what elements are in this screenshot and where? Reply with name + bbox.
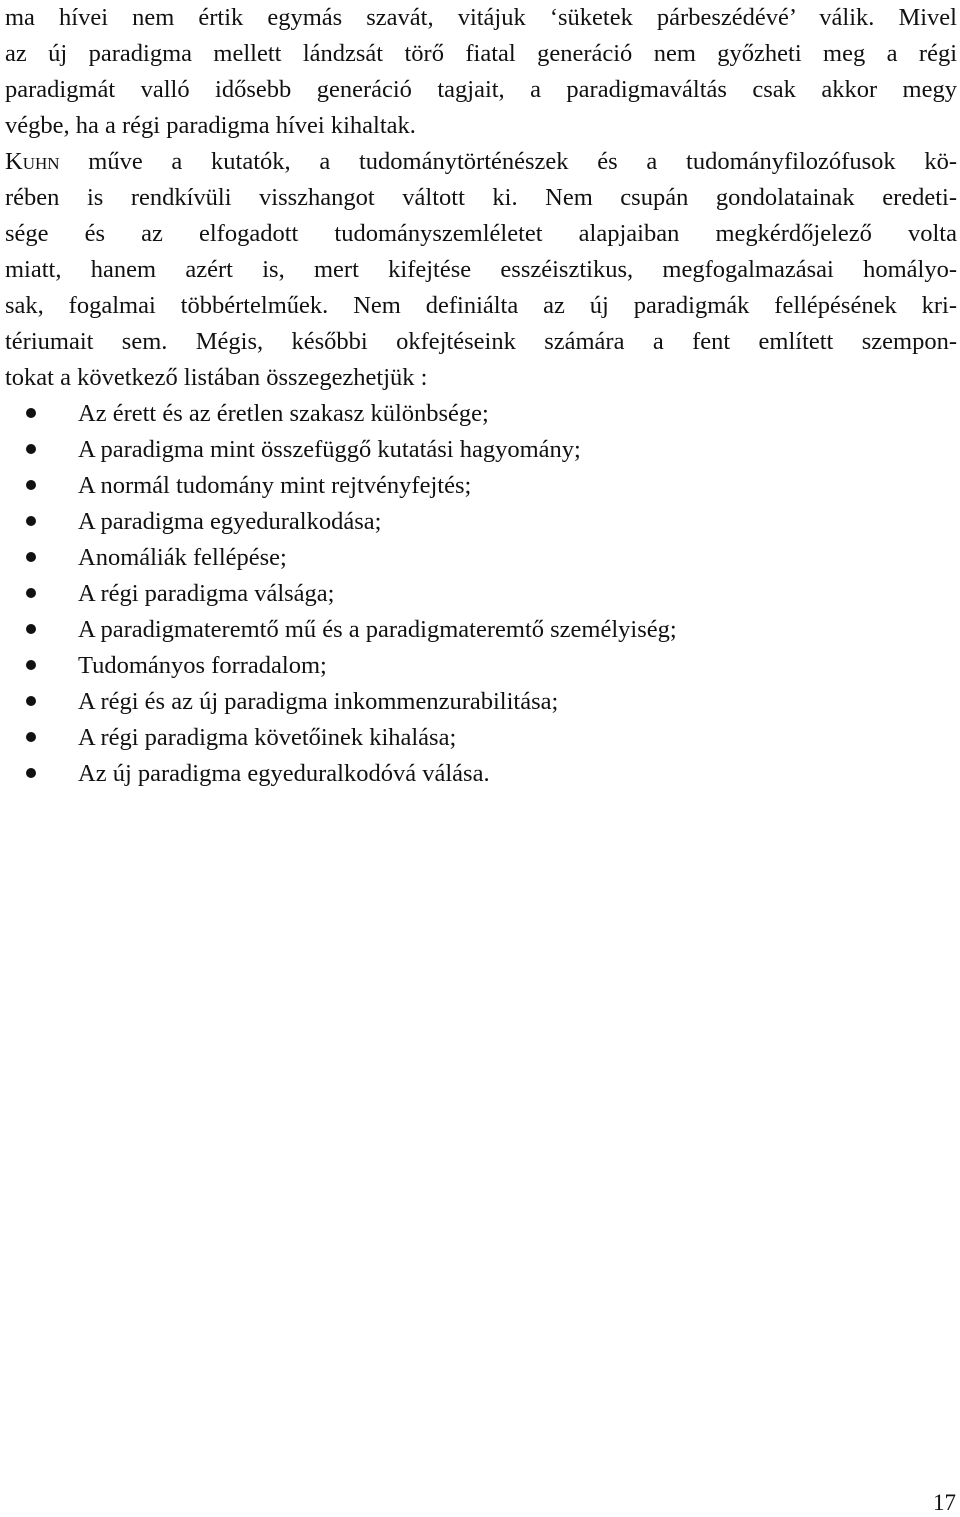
paragraph2-first-line (5, 144, 957, 180)
bullet-icon (26, 732, 36, 742)
document-page (5, 0, 957, 792)
list-item (5, 396, 957, 432)
list-item-text: A paradigma mint összefüggő kutatási hagyomány; (78, 436, 581, 463)
bullet-icon (26, 480, 36, 490)
paragraph2-line: tériumait sem. Mégis, későbbi okfejtéseink számára a fent említett szempon- (5, 328, 957, 355)
paragraph-paradigm-shift (5, 0, 957, 144)
list-item-text: A régi paradigma követőinek kihalása; (78, 724, 457, 751)
paragraph1-line: az új paradigma mellett lándzsát törő fiatal generáció nem győzheti meg a régi (5, 40, 957, 67)
paragraph1-line: ma hívei nem értik egymás szavát, vitájuk ‘süketek párbeszédévé’ válik. Mivel (5, 4, 957, 31)
bullet-icon (26, 444, 36, 454)
paragraph2-line: sak, fogalmai többértelműek. Nem definiálta az új paradigmák fellépésének kri- (5, 292, 957, 319)
list-item-text: A paradigmateremtő mű és a paradigmateremtő személyiség; (78, 616, 677, 643)
list-item (5, 720, 957, 756)
criteria-list (5, 396, 957, 792)
list-item (5, 756, 957, 792)
paragraph1-line: paradigmát valló idősebb generáció tagjait, a paradigmaváltás csak akkor megy (5, 76, 957, 103)
list-item-text: A régi paradigma válsága; (78, 580, 335, 607)
paragraph-kuhn-reception (5, 144, 957, 396)
list-item (5, 612, 957, 648)
paragraph2-line: tokat a következő listában összegezhetjük : (5, 364, 428, 391)
paragraph2-line: miatt, hanem azért is, mert kifejtése esszéisztikus, megfogalmazásai homályo- (5, 256, 957, 283)
list-item (5, 432, 957, 468)
paragraph2-line: rében is rendkívüli visszhangot váltott ki. Nem csupán gondolatainak eredeti- (5, 184, 957, 211)
list-item-text: A normál tudomány mint rejtvényfejtés; (78, 472, 472, 499)
list-item (5, 648, 957, 684)
bullet-icon (26, 660, 36, 670)
paragraph1-line: végbe, ha a régi paradigma hívei kihaltak. (5, 112, 416, 139)
list-item-text: Anomáliák fellépése; (78, 544, 287, 571)
list-item (5, 468, 957, 504)
list-item-text: Tudományos forradalom; (78, 652, 327, 679)
bullet-icon (26, 588, 36, 598)
author-name: Kuhn (5, 148, 60, 175)
list-item-text: A paradigma egyeduralkodása; (78, 508, 382, 535)
bullet-icon (26, 552, 36, 562)
bullet-icon (26, 408, 36, 418)
list-item (5, 504, 957, 540)
bullet-icon (26, 696, 36, 706)
bullet-icon (26, 624, 36, 634)
list-item-text: A régi és az új paradigma inkommenzurabilitása; (78, 688, 559, 715)
list-item (5, 540, 957, 576)
list-item (5, 684, 957, 720)
paragraph2-line: sége és az elfogadott tudományszemléletet alapjaiban megkérdőjelező volta (5, 220, 957, 247)
bullet-icon (26, 768, 36, 778)
list-item (5, 576, 957, 612)
bullet-icon (26, 516, 36, 526)
paragraph2-line: műve a kutatók, a tudománytörténészek és a tudományfilozófusok kö- (59, 148, 957, 175)
list-item-text: Az új paradigma egyeduralkodóvá válása. (78, 760, 490, 787)
list-item-text: Az érett és az éretlen szakasz különbsége; (78, 400, 489, 427)
page-number: 17 (933, 1490, 956, 1515)
